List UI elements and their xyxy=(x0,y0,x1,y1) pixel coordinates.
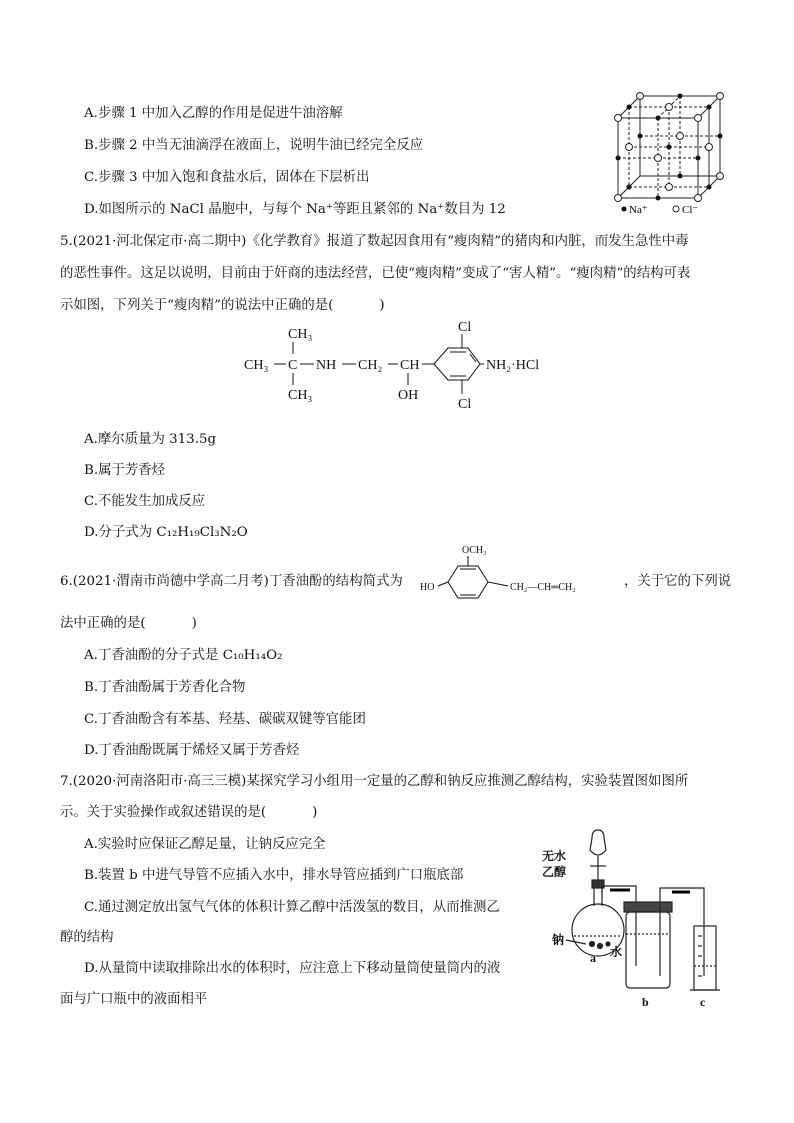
ch2-group: CH₂ xyxy=(358,358,383,373)
q6-option-b: B.丁香油酚属于芳香化合物 xyxy=(84,680,246,695)
cylinder-label-c: c xyxy=(700,995,706,1009)
q7-stem-line2-wrap xyxy=(60,801,740,820)
q4-option-b: B.步骤 2 中当无油滴浮在液面上，说明牛油已经完全反应 xyxy=(84,138,424,153)
ch3-top: CH₃ xyxy=(288,327,313,342)
oh-group: OH xyxy=(398,388,419,403)
ho-group: HO xyxy=(420,582,435,593)
q5-option-b: B.属于芳香烃 xyxy=(84,463,166,478)
q5-option-a: A.摩尔质量为 313.5g xyxy=(84,432,217,447)
cl-top: Cl xyxy=(458,320,472,335)
cl-legend-label: Cl⁻ xyxy=(682,204,699,216)
q7-option-c1: C.通过测定放出氢气气体的体积计算乙醇中活泼氢的数目，从而推测乙 xyxy=(84,900,500,915)
nh2-hcl: NH₂·HCl xyxy=(486,358,540,373)
q6-option-a: A.丁香油酚的分子式是 C₁₀H₁₄O₂ xyxy=(84,648,283,663)
allyl-chain: CH₂—CH═CH₂ xyxy=(510,582,576,593)
apparatus-figure xyxy=(540,826,740,1016)
flask-label-a: a xyxy=(590,951,596,965)
q7-stem-line2: 示。关于实验操作或叙述错误的是( xyxy=(60,805,267,820)
ethanol-label-2: 乙醇 xyxy=(542,865,567,879)
q4-option-a: A.步骤 1 中加入乙醇的作用是促进牛油溶解 xyxy=(84,106,343,121)
cl-legend-dot xyxy=(673,206,679,212)
q5-stem-line3-wrap xyxy=(60,294,740,313)
q7-option-b: B.装置 b 中进气导管不应插入水中，排水导管应插到广口瓶底部 xyxy=(84,868,464,883)
q5-stem-close: ) xyxy=(379,298,385,313)
na-legend-dot xyxy=(622,207,627,212)
q5-stem-line3: 示如图，下列关于“瘦肉精”的说法中正确的是( xyxy=(60,298,334,313)
bottle-label-b: b xyxy=(642,995,649,1009)
q7-option-d1: D.从量筒中读取排除出水的体积时，应注意上下移动量筒使量筒内的液 xyxy=(84,961,501,976)
ch3-left: CH₃ xyxy=(244,358,269,373)
q7-option-d2: 面与广口瓶中的液面相平 xyxy=(60,992,208,1007)
q5-stem-line2: 的恶性事件。这足以说明，目前由于奸商的违法经营，已使“瘦肉精”变成了“害人精”。“瘦肉精”的结构可表 xyxy=(60,266,691,281)
q7-stem-line1: 7.(2020·河南洛阳市·高三三模)某探究学习小组用一定量的乙醇和钠反应推测乙醇结构，实验装置图如图所 xyxy=(60,774,689,789)
q6-option-d: D.丁香油酚既属于烯烃又属于芳香烃 xyxy=(84,743,300,758)
ch-group: CH xyxy=(400,358,420,373)
q7-option-c2: 醇的结构 xyxy=(60,930,114,945)
ethanol-label-1: 无水 xyxy=(542,849,567,863)
nh-group: NH xyxy=(316,358,337,373)
q6-stem-suffix: ，关于它的下列说 xyxy=(624,574,732,589)
q6-stem-close: ) xyxy=(191,616,197,631)
eugenol-structure xyxy=(418,540,618,602)
q5-option-c: C.不能发生加成反应 xyxy=(84,494,206,509)
sodium-label: 钠 xyxy=(552,933,565,947)
q6-stem-line2: 法中正确的是( xyxy=(60,616,146,631)
q7-option-a: A.实验时应保证乙醇足量，让钠反应完全 xyxy=(84,837,326,852)
q4-option-c: C.步骤 3 中加入饱和食盐水后，固体在下层析出 xyxy=(84,170,370,185)
q6-stem-prefix: 6.(2021·渭南市尚德中学高二月考)丁香油酚的结构简式为 xyxy=(60,574,403,589)
cl-bottom: Cl xyxy=(458,397,472,412)
water-label: 水 xyxy=(610,945,623,959)
och3-group: OCH₃ xyxy=(462,545,487,556)
na-legend-label: Na⁺ xyxy=(629,204,648,216)
q4-option-d: D.如图所示的 NaCl 晶胞中，与每个 Na⁺等距且紧邻的 Na⁺数目为 12 xyxy=(84,202,506,217)
ch3-bottom: CH₃ xyxy=(288,388,313,403)
q7-stem-close: ) xyxy=(312,805,318,820)
q5-stem-line1: 5.(2021·河北保定市·高二期中)《化学教育》报道了数起因食用有“瘦肉精”的猪肉和内脏，而发生急性中毒 xyxy=(60,234,689,249)
q5-option-d: D.分子式为 C₁₂H₁₉Cl₃N₂O xyxy=(84,525,248,540)
q6-option-c: C.丁香油酚含有苯基、羟基、碳碳双键等官能团 xyxy=(84,712,366,727)
nacl-unit-cell-figure xyxy=(610,88,740,218)
clenbuterol-structure xyxy=(238,318,568,412)
q6-stem-line2-wrap xyxy=(60,612,740,631)
c-atom: C xyxy=(288,358,298,373)
